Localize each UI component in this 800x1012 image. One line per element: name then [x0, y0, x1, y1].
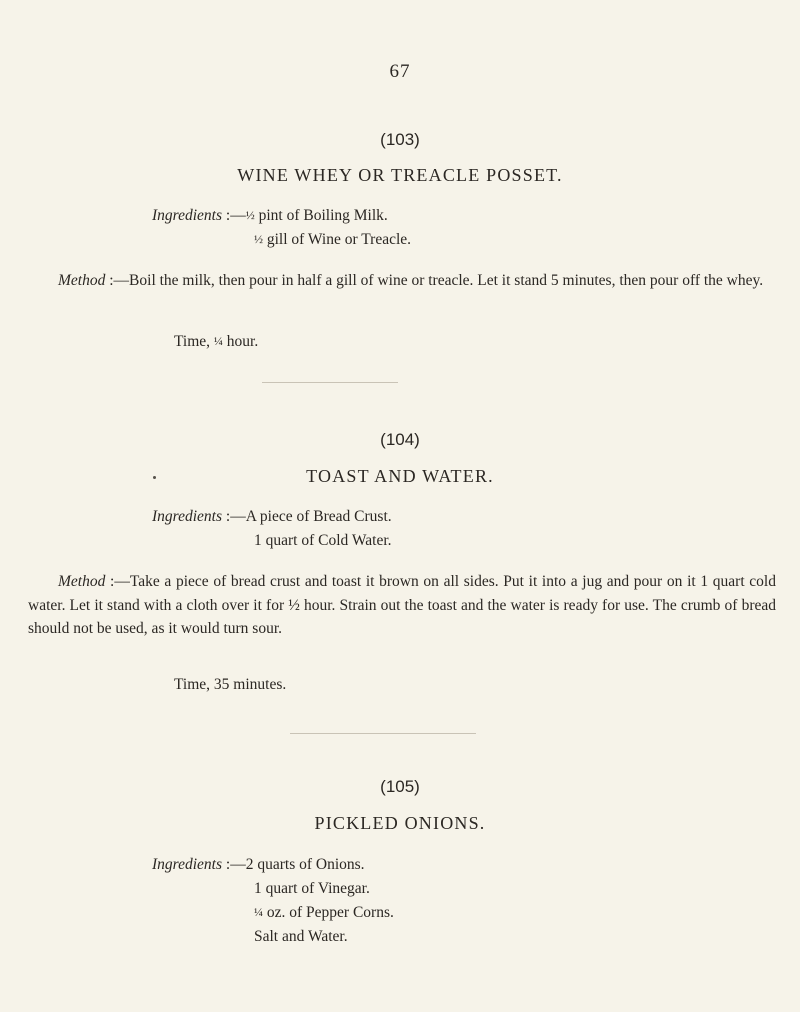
ingredient-text: Salt and Water. [254, 928, 348, 945]
section-divider [262, 382, 398, 383]
ingredient-fraction: ½ [254, 232, 263, 246]
section-divider [290, 733, 476, 734]
ingredient-line [254, 928, 348, 946]
time-fraction: ¼ [213, 334, 223, 348]
ingredient-text: 1 quart of Cold Water. [254, 532, 392, 549]
ingredient-text: oz. of Pepper Corns. [263, 904, 394, 921]
ingredient-text: 1 quart of Vinegar. [254, 880, 370, 897]
ingredient-line: Ingredients :—½ pint of Boiling Milk. [152, 207, 388, 224]
ingredient-line: Ingredients :—A piece of Bread Crust. [152, 508, 392, 525]
ingredients-label: Ingredients [152, 508, 223, 525]
ingredient-text: 2 quarts of Onions. [245, 856, 365, 873]
ingredients-label: Ingredients [152, 207, 223, 224]
recipe-number: (103) [380, 130, 420, 149]
method-label: Method [58, 272, 106, 289]
recipe-title: TOAST AND WATER. [306, 466, 494, 486]
ingredient-text: A piece of Bread Crust. [245, 508, 392, 525]
ingredient-fraction: ¼ [254, 905, 263, 919]
time-line [174, 333, 258, 351]
ingredient-line [254, 904, 394, 922]
recipe-number: (105) [380, 777, 420, 796]
recipe-title: WINE WHEY OR TREACLE POSSET. [237, 165, 563, 185]
ingredients-label: Ingredients [152, 856, 223, 873]
method-label: Method [58, 573, 106, 590]
time-line: Time, 35 minutes. [174, 676, 287, 693]
recipe-number: (104) [380, 430, 420, 449]
ingredient-line: Ingredients :—2 quarts of Onions. [152, 856, 365, 873]
method-paragraph: Method :—Take a piece of bread crust and toast it brown on all sides. Put it into a jug and pour on it 1 quart cold water. Let it stand with a cloth over it for ½ hour. Strain out the toast and the water is ready for use. The crumb of bread should not be used, as it would turn sour. [28, 573, 776, 637]
ingredient-line [254, 532, 392, 550]
ingredient-fraction: ½ [245, 208, 255, 222]
method-text: Take a piece of bread crust and toast it brown on all sides. Put it into a jug and pour on it 1 quart cold water. Let it stand with a cloth over it for ½ hour. Strain out the toast and the water is ready for use. The crumb of bread should not be used, as it would turn sour. [28, 573, 776, 637]
method-text: Boil the milk, then pour in half a gill of wine or treacle. Let it stand 5 minutes, then pour off the whey. [129, 272, 764, 289]
ingredient-text: gill of Wine or Treacle. [263, 231, 412, 248]
ingredient-text: pint of Boiling Milk. [254, 207, 388, 224]
page-number: 67 [389, 61, 411, 82]
time-suffix: hour. [222, 333, 259, 350]
ingredient-line [254, 231, 411, 249]
method-paragraph: Method :—Boil the milk, then pour in half a gill of wine or treacle. Let it stand 5 minutes, then pour off the whey. [58, 272, 764, 289]
ingredient-line [254, 880, 370, 898]
recipe-title: PICKLED ONIONS. [314, 813, 486, 833]
time-prefix: Time, [174, 333, 214, 350]
